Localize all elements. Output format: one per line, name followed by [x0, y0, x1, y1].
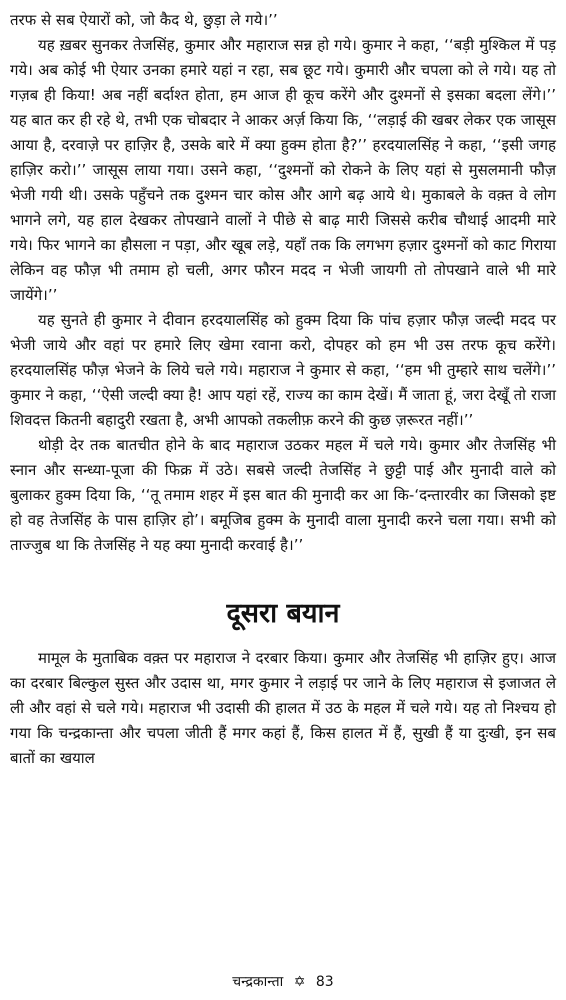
paragraph-2: यह ख़बर सुनकर तेजसिंह, कुमार और महाराज सन्न हो गये। कुमार ने कहा, ‘‘बड़ी मुश्किल में पड़ गये। अब कोई भी ऐयार उनका हमारे यहां न रहा, सब छूट गये। कुमारी और चपला को ले गये। यह तो गज़ब ही किया! अब नहीं बर्दाश्त होता, हम आज ही कूच करेंगे और दुश्मनों से इसका बदला लेंगे।’’ यह बात कर ही रहे थे, तभी एक चोबदार ने आकर अर्ज़ किया कि, ‘‘लड़ाई की खबर लेकर एक जासूस आया है, दरवाज़े पर हाज़िर है, उसके बारे में क्या हुक्म होता है?’’ हरदयालसिंह ने कहा, ‘‘इसी जगह हाज़िर करो।’’ जासूस लाया गया। उसने कहा, ‘‘दुश्मनों को रोकने के लिए यहां से मुसलमानी फौज़ भेजी गयी थी। उसके पहुँचने तक दुश्मन चार कोस और आगे बढ़ आये थे। मुकाबले के वक़्त वे लोग भागने लगे, यह हाल देखकर तोपखाने वालों ने पीछे से बाढ़ मारी जिससे करीब चौथाई आदमी मारे गये। फिर भागने का हौसला न पड़ा, और खूब लड़े, यहाँ तक कि लगभग हज़ार दुश्मनों को काट गिराया लेकिन वह फौज़ भी तमाम हो चली, अगर फौरन मदद न भेजी जायगी तो तोपखाने वाले भी मारे जायेंगे।’’ — [10, 36, 556, 304]
chapter-heading: दूसरा बयान — [226, 598, 340, 629]
star-of-david-icon: ✡ — [293, 974, 306, 990]
paragraph-4: थोड़ी देर तक बातचीत होने के बाद महाराज उठकर महल में चले गये। कुमार और तेजसिंह भी स्नान और सन्ध्या-पूजा की फिक्र में उठे। सबसे जल्दी तेजसिंह ने छुट्टी पाई और मुनादी वाले को बुलाकर हुक्म दिया कि, ‘‘तू तमाम शहर में इस बात की मुनादी कर आ कि-‘दन्तारवीर का जिसको इष्ट हो वह तेजसिंह के पास हाज़िर हो’। बमूजिब हुक्म के मुनादी वाला मुनादी करने चला गया। सभी को ताज्जुब था कि तेजसिंह ने यह क्या मुनादी करवाई है।’’ — [10, 436, 556, 554]
footer-book-title: चन्द्रकान्ता — [232, 974, 284, 990]
paragraph-1: तरफ से सब ऐयारों को, जो कैद थे, छुड़ा ले गये।’’ — [10, 11, 278, 29]
paragraph-5: मामूल के मुताबिक वक़्त पर महाराज ने दरबार किया। कुमार और तेजसिंह भी हाज़िर हुए। आज का दरबार बिल्कुल सुस्त और उदास था, मगर कुमार ने लड़ाई पर जाने के लिए महाराज से इजाजत ले ली और वहां से चले गये। महाराज भी उदासी की हालत में उठ के महल में चले गये। यह तो निश्चय हो गया कि चन्द्रकान्ता और चपला जीती हैं मगर कहां हैं, किस हालत में हैं, सुखी हैं या दुःखी, इन सब बातों का खयाल — [10, 649, 556, 767]
page-footer — [0, 972, 566, 992]
page-number: 83 — [315, 974, 334, 990]
paragraph-3: यह सुनते ही कुमार ने दीवान हरदयालसिंह को हुक्म दिया कि पांच हज़ार फौज़ जल्दी मदद पर भेजी जाये और वहां पर हमारे लिए खेमा रवाना करो, दोपहर को हम भी उस तरफ कूच करेंगे। हरदयालसिंह फौज़ भेजने के लिये चले गये। महाराज ने कुमार से कहा, ‘‘हम भी तुम्हारे साथ चलेंगे।’’ कुमार ने कहा, ‘‘ऐसी जल्दी क्या है! आप यहां रहें, राज्य का काम देखें। मैं जाता हूं, जरा देखूँ तो राजा शिवदत्त कितनी बहादुरी रखता है, अभी आपको तकलीफ़ करने की कुछ ज़रूरत नहीं।’’ — [10, 311, 556, 429]
